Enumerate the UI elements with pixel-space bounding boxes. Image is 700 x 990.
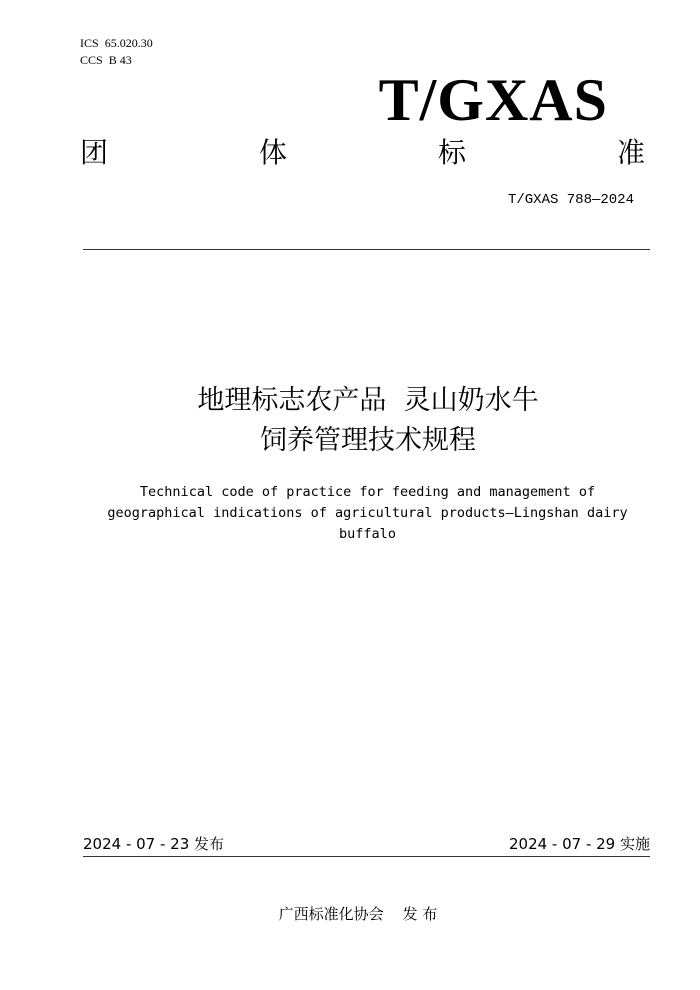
chinese-title-line: 地理标志农产品 灵山奶水牛: [197, 385, 539, 416]
chinese-title: [0, 381, 700, 461]
classification-codes: [80, 35, 153, 69]
english-title: [90, 482, 645, 545]
dates-row: [83, 834, 650, 854]
english-title-line: buffalo: [339, 526, 396, 542]
issue-date: 2024 - 07 - 23 发布: [83, 835, 225, 853]
ics-line: [80, 35, 153, 52]
standard-type-char: 标: [437, 136, 466, 169]
standard-number: T/GXAS 788—2024: [507, 192, 634, 208]
standard-type-char: 团: [80, 136, 109, 169]
ics-code: 65.020.30: [104, 36, 153, 50]
standard-type-char: 体: [258, 136, 287, 169]
english-title-line: geographical indications of agricultural products—Lingshan dairy: [107, 505, 628, 521]
ics-label: ICS: [80, 36, 99, 50]
publisher: 广西标准化协会 发 布: [278, 905, 438, 923]
ccs-code: B 43: [108, 53, 132, 67]
ccs-line: [80, 52, 153, 69]
header-divider: [83, 249, 650, 250]
english-title-line: Technical code of practice for feeding and management of: [139, 484, 596, 500]
implementation-date: 2024 - 07 - 29 实施: [508, 835, 650, 853]
ccs-label: CCS: [80, 53, 103, 67]
standard-logo: T/GXAS: [378, 67, 608, 133]
footer-divider: [83, 856, 650, 857]
standard-type-char: 准: [616, 136, 645, 169]
chinese-title-line: 饲养管理技术规程: [260, 425, 476, 456]
standard-type: [80, 135, 645, 171]
